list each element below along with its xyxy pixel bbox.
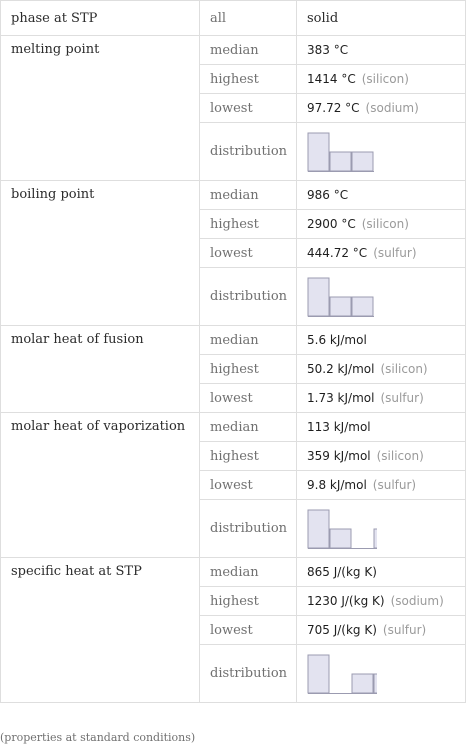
table-row (1, 181, 466, 210)
histogram-bar (374, 674, 377, 693)
histogram-bar (352, 674, 373, 693)
value-highest (297, 210, 466, 239)
value-text: 97.72 °C (307, 101, 360, 115)
distribution-cell (297, 645, 466, 703)
property-name: specific heat at STP (1, 558, 200, 703)
header-all: all (200, 1, 297, 36)
histogram-bar (308, 278, 329, 316)
value-lowest (297, 239, 466, 268)
value-text: 1230 J/(kg K) (307, 594, 385, 608)
value-highest (297, 442, 466, 471)
value-note: (silicon) (361, 72, 409, 86)
property-name: molar heat of vaporization (1, 413, 200, 558)
table-row (1, 36, 466, 65)
value-median (297, 558, 466, 587)
value-lowest (297, 94, 466, 123)
value-note: (sulfur) (380, 391, 424, 405)
distribution-cell (297, 500, 466, 558)
stat-label-lowest: lowest (200, 239, 297, 268)
stat-label-distribution: distribution (200, 123, 297, 181)
value-lowest (297, 471, 466, 500)
stat-label-highest: highest (200, 442, 297, 471)
table-row (1, 558, 466, 587)
value-median (297, 181, 466, 210)
value-median (297, 326, 466, 355)
stat-label-distribution: distribution (200, 268, 297, 326)
distribution-histogram (307, 131, 377, 173)
value-median (297, 36, 466, 65)
value-note: (sulfur) (373, 246, 417, 260)
property-name: melting point (1, 36, 200, 181)
distribution-cell (297, 268, 466, 326)
value-note: (sodium) (390, 594, 444, 608)
stat-label-median: median (200, 413, 297, 442)
value-text: 113 kJ/mol (307, 420, 371, 434)
stat-label-highest: highest (200, 210, 297, 239)
value-highest (297, 355, 466, 384)
table-row (1, 413, 466, 442)
value-text: 986 °C (307, 188, 349, 202)
distribution-cell (297, 123, 466, 181)
stat-label-distribution: distribution (200, 645, 297, 703)
histogram-bar (330, 297, 351, 316)
value-median (297, 413, 466, 442)
value-text: 383 °C (307, 43, 349, 57)
value-lowest (297, 384, 466, 413)
stat-label-median: median (200, 326, 297, 355)
property-name: boiling point (1, 181, 200, 326)
stat-label-median: median (200, 36, 297, 65)
value-highest (297, 587, 466, 616)
stat-label-highest: highest (200, 355, 297, 384)
value-highest (297, 65, 466, 94)
value-text: 9.8 kJ/mol (307, 478, 367, 492)
header-row (1, 1, 466, 36)
distribution-histogram (307, 508, 377, 550)
value-text: 5.6 kJ/mol (307, 333, 367, 347)
histogram-bar (330, 152, 351, 171)
histogram-bar (374, 529, 377, 548)
value-text: 2900 °C (307, 217, 356, 231)
value-note: (sulfur) (372, 478, 417, 492)
value-text: 705 J/(kg K) (307, 623, 377, 637)
stat-label-highest: highest (200, 587, 297, 616)
histogram-bar (352, 297, 373, 316)
value-note: (silicon) (380, 362, 428, 376)
distribution-histogram (307, 276, 377, 318)
value-text: 865 J/(kg K) (307, 565, 377, 579)
value-note: (sulfur) (382, 623, 427, 637)
stat-label-lowest: lowest (200, 384, 297, 413)
distribution-histogram (307, 653, 377, 695)
histogram-bar (308, 510, 329, 548)
value-text: 1.73 kJ/mol (307, 391, 375, 405)
value-lowest (297, 616, 466, 645)
stat-label-highest: highest (200, 65, 297, 94)
stat-label-median: median (200, 558, 297, 587)
header-solid: solid (297, 1, 466, 36)
value-text: 50.2 kJ/mol (307, 362, 375, 376)
table-row (1, 326, 466, 355)
histogram-bar (308, 133, 329, 171)
histogram-bar (308, 655, 329, 693)
property-name: molar heat of fusion (1, 326, 200, 413)
footnote: (properties at standard conditions) (0, 731, 196, 744)
histogram-bar (330, 529, 351, 548)
value-text: 444.72 °C (307, 246, 368, 260)
value-text: 359 kJ/mol (307, 449, 371, 463)
stat-label-median: median (200, 181, 297, 210)
value-note: (silicon) (376, 449, 424, 463)
value-note: (silicon) (361, 217, 409, 231)
value-note: (sodium) (365, 101, 419, 115)
stat-label-lowest: lowest (200, 616, 297, 645)
histogram-bar (352, 152, 373, 171)
stat-label-lowest: lowest (200, 471, 297, 500)
stat-label-distribution: distribution (200, 500, 297, 558)
stat-label-lowest: lowest (200, 94, 297, 123)
value-text: 1414 °C (307, 72, 356, 86)
header-phase: phase at STP (1, 1, 200, 36)
